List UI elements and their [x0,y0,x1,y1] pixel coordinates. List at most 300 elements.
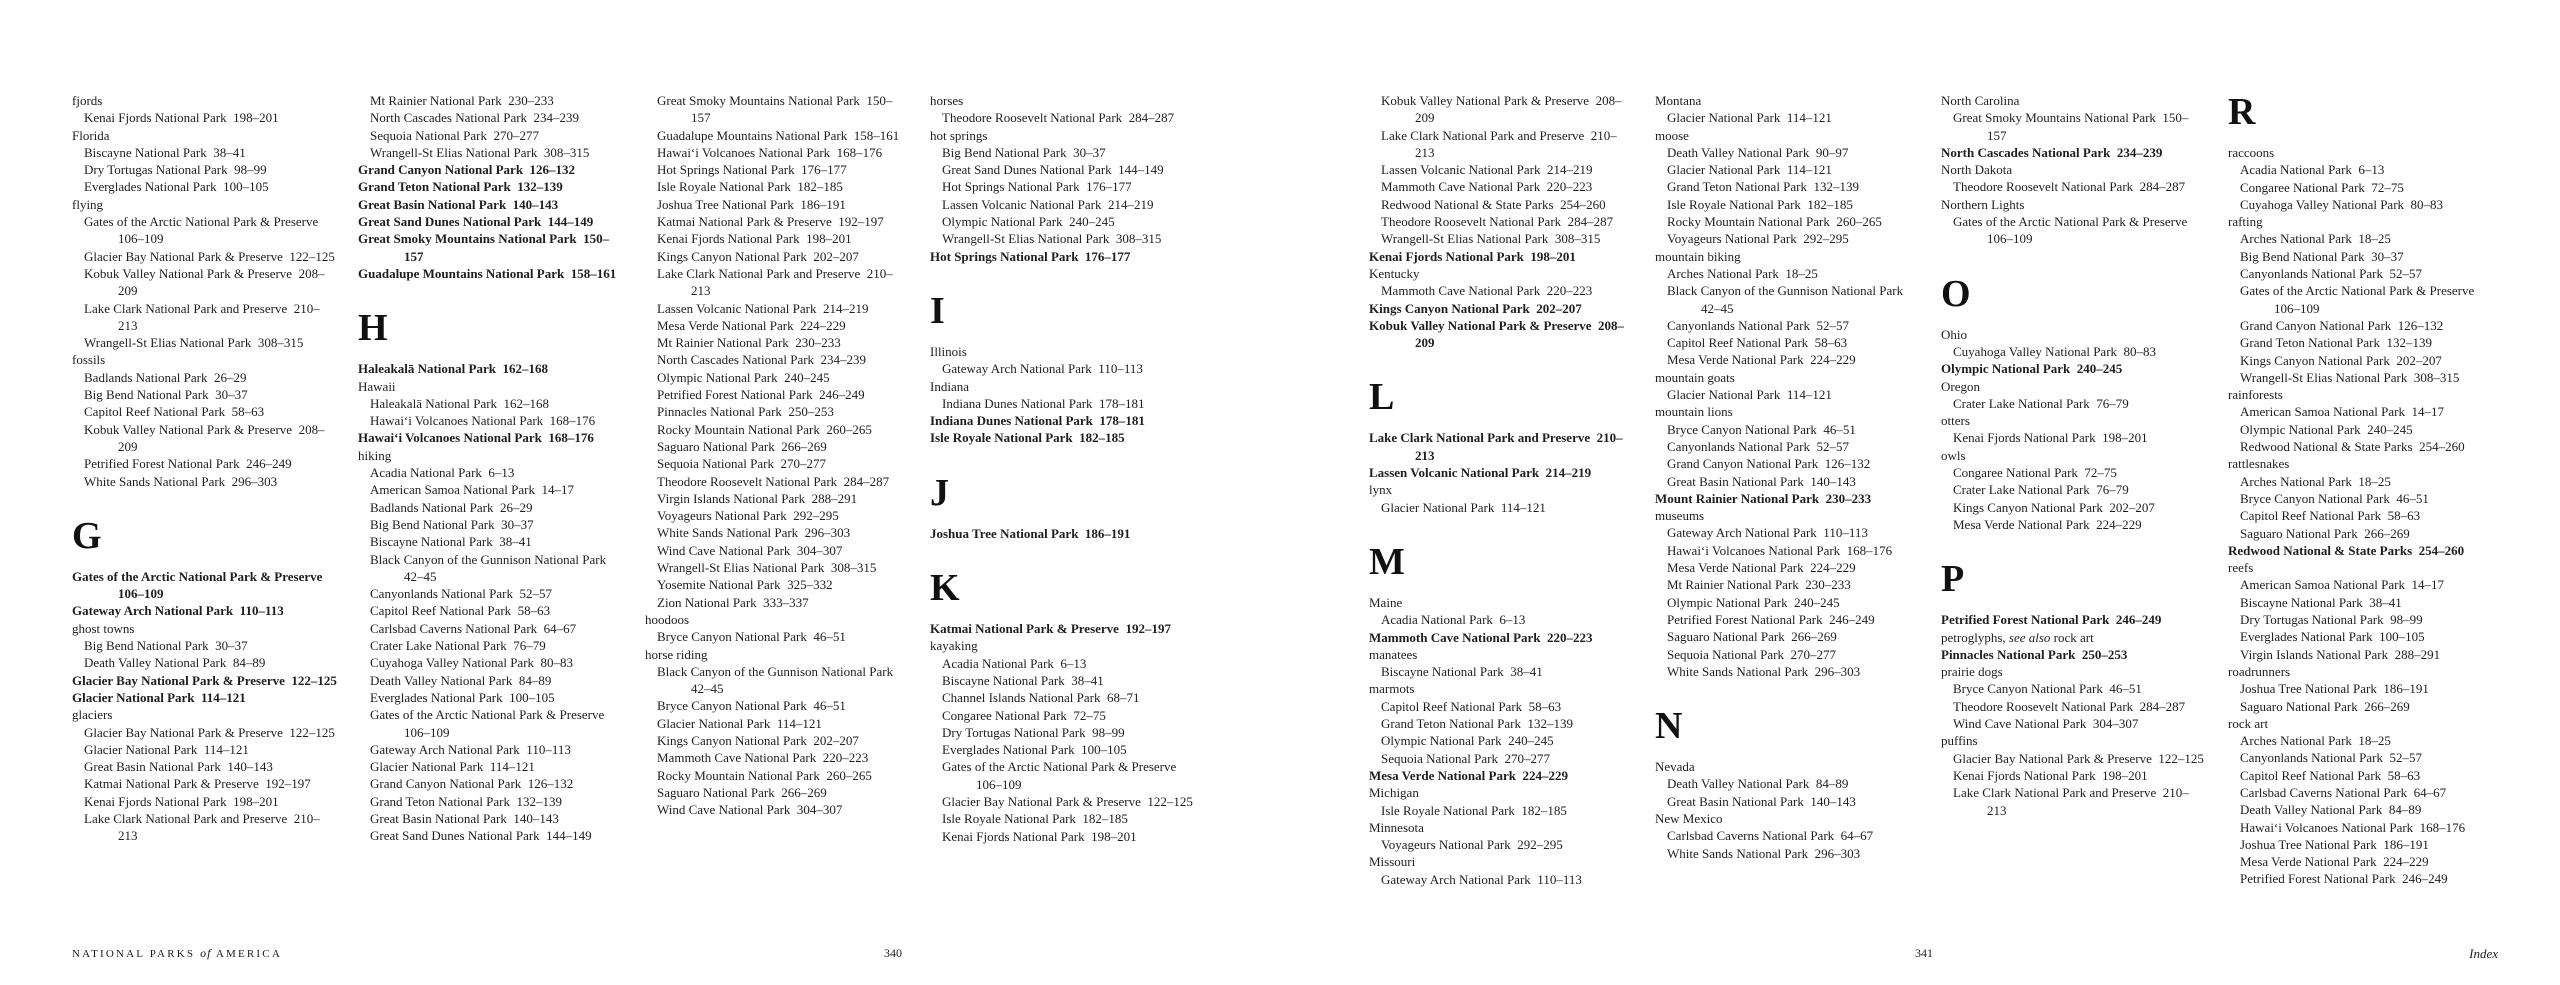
index-entry: Kenai Fjords National Park 198–201 [1953,767,2148,783]
index-entry: Indiana Dunes National Park 178–181 [930,413,1145,429]
section-letter: P [1941,558,1965,601]
index-entry: Gates of the Arctic National Park & Preserve 106–109 [370,707,608,740]
index-entry: Kenai Fjords National Park 198–201 [942,828,1137,844]
index-category: puffins [1941,733,1978,749]
index-category: mountain lions [1655,404,1733,420]
index-entry: Grand Teton National Park 132–139 [370,793,563,809]
index-category: horses [930,93,964,108]
index-category: manatees [1369,646,1418,662]
index-entry: Bryce Canyon National Park 46–51 [657,698,846,714]
index-entry: White Sands National Park 296–303 [84,473,278,489]
index-category: North Dakota [1941,162,2013,178]
index-entry: Gateway Arch National Park 110–113 [1381,871,1582,887]
index-entry: Kobuk Valley National Park & Preserve 208–209 [84,265,325,299]
index-entry: Kenai Fjords National Park 198–201 [1953,430,2148,446]
index-entry: Canyonlands National Park 52–57 [370,586,552,602]
index-entry: Glacier National Park 114–121 [84,741,249,757]
index-column-8 [2228,92,2500,888]
index-category: Oregon [1941,378,1980,394]
index-entry: Badlands National Park 26–29 [370,499,533,515]
index-entry: Glacier National Park 114–121 [1667,387,1832,403]
index-entry: Bryce Canyon National Park 46–51 [2240,490,2429,506]
index-entry: Bryce Canyon National Park 46–51 [1667,421,1856,437]
index-entry: Glacier Bay National Park & Preserve 122–125 [1953,750,2204,766]
index-entry: Saguaro National Park 266–269 [657,784,827,800]
index-entry: Canyonlands National Park 52–57 [2240,750,2422,766]
index-entry: Wrangell-St Elias National Park 308–315 [84,335,304,351]
index-category: Hawaii [358,378,396,394]
index-entry: Petrified Forest National Park 246–249 [1941,612,2162,628]
index-category: museums [1655,508,1705,524]
index-entry: Wrangell-St Elias National Park 308–315 [370,144,590,160]
index-entry: Congaree National Park 72–75 [942,707,1106,723]
index-entry: Wrangell-St Elias National Park 308–315 [942,231,1162,247]
index-entry: Isle Royale National Park 182–185 [930,430,1125,446]
index-entry: Black Canyon of the Gunnison National Park 42–45 [1667,283,1907,316]
index-entry: Congaree National Park 72–75 [2240,179,2404,195]
index-entry: Guadalupe Mountains National Park 158–161 [358,265,617,281]
index-entry: Gates of the Arctic National Park & Preserve 106–109 [84,214,322,247]
index-entry: Kings Canyon National Park 202–207 [1953,499,2155,515]
book-title-pre: NATIONAL PARKS [72,948,196,960]
index-category: mountain goats [1655,369,1735,385]
index-category: glaciers [72,707,113,723]
index-entry: Capitol Reef National Park 58–63 [2240,508,2421,524]
index-entry: Lassen Volcanic National Park 214–219 [1381,162,1593,178]
index-entry: Capitol Reef National Park 58–63 [84,404,265,420]
page-number-right: 341 [1915,946,1933,960]
section-letter: G [72,514,102,557]
index-entry: Zion National Park 333–337 [657,594,809,610]
index-entry: Big Bend National Park 30–37 [2240,248,2404,264]
index-entry: Mt Rainier National Park 230–233 [370,93,554,108]
index-entry: Great Basin National Park 140–143 [1667,473,1856,489]
index-entry: Acadia National Park 6–13 [2240,162,2385,178]
index-category: hiking [358,447,392,463]
index-entry: Lake Clark National Park and Preserve 210–213 [1381,127,1617,160]
index-entry: Crater Lake National Park 76–79 [1953,482,2129,498]
section-letter: I [930,289,945,332]
index-category: fjords [72,93,103,108]
index-entry: Pinnacles National Park 250–253 [657,404,834,420]
index-entry: Glacier Bay National Park & Preserve 122–125 [84,248,335,264]
index-entry: Lassen Volcanic National Park 214–219 [657,300,869,316]
index-column-2 [358,92,624,845]
section-letter: M [1369,540,1405,583]
index-entry: Kobuk Valley National Park & Preserve 208–209 [84,421,325,454]
index-entry: Biscayne National Park 38–41 [370,534,532,550]
index-category: Indiana [930,378,969,394]
index-category: lynx [1369,482,1393,498]
index-entry: Saguaro National Park 266–269 [1667,629,1837,645]
section-letter: O [1941,272,1971,315]
index-category: Missouri [1369,854,1416,870]
section-letter: J [930,471,949,514]
index-entry: Isle Royale National Park 182–185 [1667,196,1853,212]
index-entry: Hawaiʻi Volcanoes National Park 168–176 [370,413,596,429]
index-entry: Everglades National Park 100–105 [370,689,555,705]
index-entry: Death Valley National Park 84–89 [370,672,552,688]
index-entry: Mesa Verde National Park 224–229 [1369,767,1568,783]
index-entry: North Cascades National Park 234–239 [1941,144,2163,160]
index-entry: Isle Royale National Park 182–185 [942,811,1128,827]
index-entry: Gates of the Arctic National Park & Preserve 106–109 [942,759,1180,792]
index-entry: Wrangell-St Elias National Park 308–315 [2240,369,2460,385]
index-entry: Voyageurs National Park 292–295 [1381,837,1563,853]
index-entry: Grand Teton National Park 132–139 [1381,716,1574,732]
index-entry: Everglades National Park 100–105 [84,179,269,195]
index-entry: North Cascades National Park 234–239 [657,352,867,368]
index-category: Kentucky [1369,265,1420,281]
index-entry: Capitol Reef National Park 58–63 [1381,698,1562,714]
index-entry: Mesa Verde National Park 224–229 [657,317,846,333]
index-entry: Theodore Roosevelt National Park 284–287 [657,473,890,489]
index-entry: Death Valley National Park 84–89 [84,655,266,671]
index-entry: Kenai Fjords National Park 198–201 [1369,248,1576,264]
index-entry: Great Sand Dunes National Park 144–149 [942,162,1164,178]
index-entry: Big Bend National Park 30–37 [84,387,248,403]
index-entry: Virgin Islands National Park 288–291 [657,490,858,506]
section-letter: H [358,307,388,350]
section-letter: L [1369,376,1395,419]
index-entry: Arches National Park 18–25 [1667,265,1818,281]
index-entry: Gateway Arch National Park 110–113 [370,741,571,757]
index-entry: Bryce Canyon National Park 46–51 [1953,681,2142,697]
index-entry: Theodore Roosevelt National Park 284–287 [1953,698,2186,714]
index-entry: Arches National Park 18–25 [2240,231,2391,247]
index-entry: Kenai Fjords National Park 198–201 [657,231,852,247]
index-entry: Yosemite National Park 325–332 [657,577,833,593]
index-entry: White Sands National Park 296–303 [1667,663,1861,679]
index-entry: Canyonlands National Park 52–57 [1667,438,1849,454]
index-entry: Wrangell-St Elias National Park 308–315 [657,560,877,576]
index-entry: Carlsbad Caverns National Park 64–67 [370,620,577,636]
index-category: rainforests [2228,387,2283,403]
index-section-label: Index [2469,946,2498,961]
index-category: reefs [2228,560,2254,576]
index-entry: Sequoia National Park 270–277 [1667,646,1836,662]
index-entry: Mesa Verde National Park 224–229 [1953,516,2142,532]
index-entry: Acadia National Park 6–13 [370,465,515,481]
index-category: raccoons [2228,145,2275,160]
index-entry: Sequoia National Park 270–277 [1381,750,1550,766]
index-category: rafting [2228,214,2263,230]
index-category: Montana [1655,93,1702,108]
index-entry: Kobuk Valley National Park & Preserve 208–209 [1369,317,1625,351]
index-entry: Saguaro National Park 266–269 [657,438,827,454]
index-entry: Gateway Arch National Park 110–113 [72,603,284,619]
index-entry: Mammoth Cave National Park 220–223 [1381,179,1593,195]
index-entry: Great Sand Dunes National Park 144–149 [370,828,592,844]
index-entry: Great Basin National Park 140–143 [358,196,559,212]
index-entry: Crater Lake National Park 76–79 [1953,395,2129,411]
index-entry: Joshua Tree National Park 186–191 [2240,681,2429,697]
index-entry: Sequoia National Park 270–277 [657,456,826,472]
index-entry: Virgin Islands National Park 288–291 [2240,646,2441,662]
index-entry: Mesa Verde National Park 224–229 [1667,560,1856,576]
index-entry: Glacier Bay National Park & Preserve 122–125 [72,672,337,688]
book-title-footer [72,946,282,961]
index-entry: Dry Tortugas National Park 98–99 [2240,612,2423,628]
index-entry: Gateway Arch National Park 110–113 [1667,525,1868,541]
index-entry: Gateway Arch National Park 110–113 [942,361,1143,377]
index-entry: Hawaiʻi Volcanoes National Park 168–176 [657,144,883,160]
index-entry: Great Basin National Park 140–143 [370,810,559,826]
index-entry: Everglades National Park 100–105 [2240,629,2425,645]
index-entry: Glacier National Park 114–121 [1667,110,1832,126]
index-entry: Voyageurs National Park 292–295 [657,508,839,524]
index-entry: Great Basin National Park 140–143 [1667,793,1856,809]
index-entry: Kings Canyon National Park 202–207 [1369,300,1582,316]
index-entry: North Cascades National Park 234–239 [370,110,580,126]
index-entry: White Sands National Park 296–303 [1667,845,1861,861]
index-column-4 [930,92,1196,845]
index-entry: Olympic National Park 240–245 [942,214,1115,230]
index-entry: Hawaiʻi Volcanoes National Park 168–176 [358,430,594,446]
index-entry: Petrified Forest National Park 246–249 [1667,611,1875,627]
index-entry: Theodore Roosevelt National Park 284–287 [1953,179,2186,195]
index-entry: Big Bend National Park 30–37 [84,638,248,654]
index-entry: Theodore Roosevelt National Park 284–287 [942,110,1175,126]
index-entry: Death Valley National Park 90–97 [1667,144,1849,160]
index-entry: Lake Clark National Park and Preserve 210–213 [84,300,320,333]
index-entry: Haleakalā National Park 162–168 [358,361,548,377]
index-entry: Dry Tortugas National Park 98–99 [84,162,267,178]
index-entry: Acadia National Park 6–13 [942,655,1087,671]
index-entry: Cuyahoga Valley National Park 80–83 [2240,196,2444,212]
index-entry: Gates of the Arctic National Park & Preserve 106–109 [72,568,326,602]
index-entry: Wind Cave National Park 304–307 [657,542,843,558]
index-entry: Mesa Verde National Park 224–229 [2240,854,2429,870]
index-category: North Carolina [1941,93,2020,108]
index-entry: Joshua Tree National Park 186–191 [2240,836,2429,852]
index-entry: Glacier National Park 114–121 [370,759,535,775]
index-entry: Glacier National Park 114–121 [1667,162,1832,178]
book-title-of: of [200,946,212,960]
index-entry: American Samoa National Park 14–17 [370,482,574,498]
index-entry: Hot Springs National Park 176–177 [942,179,1132,195]
index-entry: Katmai National Park & Preserve 192–197 [84,776,311,792]
index-entry: Grand Teton National Park 132–139 [1667,179,1860,195]
index-column-6 [1655,92,1921,862]
index-entry: Indiana Dunes National Park 178–181 [942,395,1145,411]
index-category: Michigan [1369,785,1419,801]
section-letter: K [930,567,960,610]
index-entry: Grand Canyon National Park 126–132 [1667,456,1871,472]
index-entry: Hot Springs National Park 176–177 [657,162,847,178]
index-entry: Carlsbad Caverns National Park 64–67 [2240,784,2447,800]
index-entry: Crater Lake National Park 76–79 [370,638,546,654]
index-entry: Saguaro National Park 266–269 [2240,525,2410,541]
index-entry: Rocky Mountain National Park 260–265 [657,767,872,783]
index-entry: Great Smoky Mountains National Park 150–157 [358,231,610,264]
index-column-1 [72,92,338,845]
index-category: rattlesnakes [2228,456,2290,472]
index-entry: Kenai Fjords National Park 198–201 [84,793,279,809]
index-category: mountain biking [1655,248,1741,264]
index-entry: Wrangell-St Elias National Park 308–315 [1381,231,1601,247]
page-number-left: 340 [884,946,902,960]
index-entry: Petrified Forest National Park 246–249 [2240,871,2448,887]
index-entry: Pinnacles National Park 250–253 [1941,646,2128,662]
index-entry: Carlsbad Caverns National Park 64–67 [1667,828,1874,844]
index-entry: Wind Cave National Park 304–307 [657,802,843,818]
index-entry: Guadalupe Mountains National Park 158–161 [657,127,900,143]
index-entry: Great Smoky Mountains National Park 150–157 [657,93,893,126]
index-entry: Great Smoky Mountains National Park 150–157 [1953,110,2189,143]
index-entry: Grand Teton National Park 132–139 [358,179,563,195]
index-entry: Rocky Mountain National Park 260–265 [1667,214,1882,230]
index-category: Nevada [1655,759,1695,775]
index-entry: Joshua Tree National Park 186–191 [930,525,1131,541]
index-entry: Death Valley National Park 84–89 [1667,776,1849,792]
index-entry: Glacier Bay National Park & Preserve 122–125 [942,794,1193,810]
index-entry: Arches National Park 18–25 [2240,473,2391,489]
index-entry: Theodore Roosevelt National Park 284–287 [1381,214,1614,230]
index-entry: Isle Royale National Park 182–185 [1381,802,1567,818]
index-column-5 [1369,92,1635,888]
index-entry: Black Canyon of the Gunnison National Park 42–45 [657,663,897,697]
index-entry: Glacier National Park 114–121 [72,689,246,705]
index-category: Florida [72,127,110,143]
index-entry: Grand Teton National Park 132–139 [2240,335,2433,351]
index-entry: Lassen Volcanic National Park 214–219 [1369,465,1592,481]
index-entry: Voyageurs National Park 292–295 [1667,231,1849,247]
index-category: Ohio [1941,326,1967,342]
index-entry: Canyonlands National Park 52–57 [2240,266,2422,282]
index-entry: Cuyahoga Valley National Park 80–83 [1953,343,2157,359]
index-category: marmots [1369,681,1415,697]
index-category: Northern Lights [1941,196,2025,212]
index-category: Illinois [930,343,967,359]
index-entry: Olympic National Park 240–245 [657,369,830,385]
index-category: otters [1941,413,1970,429]
index-entry: Glacier National Park 114–121 [1381,499,1546,515]
index-category: kayaking [930,638,978,654]
index-entry: Kenai Fjords National Park 198–201 [84,110,279,126]
index-entry: American Samoa National Park 14–17 [2240,404,2444,420]
index-entry: Badlands National Park 26–29 [84,369,247,385]
index-entry: Olympic National Park 240–245 [1667,594,1840,610]
index-entry: Petrified Forest National Park 246–249 [657,387,865,403]
index-entry: Mount Rainier National Park 230–233 [1655,490,1872,506]
index-entry: Acadia National Park 6–13 [1381,612,1526,628]
index-entry: Wind Cave National Park 304–307 [1953,716,2139,732]
index-entry: Redwood National & State Parks 254–260 [1381,196,1606,212]
index-category: ghost towns [72,620,135,636]
index-category: roadrunners [2228,663,2291,679]
index-entry: Kings Canyon National Park 202–207 [657,732,859,748]
index-entry: Olympic National Park 240–245 [1941,361,2123,377]
index-entry: Bryce Canyon National Park 46–51 [657,629,846,645]
index-entry: Great Basin National Park 140–143 [84,759,273,775]
index-entry: Mt Rainier National Park 230–233 [1667,577,1851,593]
index-entry: White Sands National Park 296–303 [657,525,851,541]
index-category: Minnesota [1369,819,1424,835]
index-entry: Capitol Reef National Park 58–63 [2240,767,2421,783]
index-entry: Biscayne National Park 38–41 [2240,594,2402,610]
index-entry: Katmai National Park & Preserve 192–197 [657,214,884,230]
index-entry: Black Canyon of the Gunnison National Park 42–45 [370,551,610,584]
index-category: moose [1655,127,1689,143]
index-entry: Grand Canyon National Park 126–132 [358,162,576,178]
index-entry: Olympic National Park 240–245 [2240,421,2413,437]
index-category: hot springs [930,127,988,143]
index-entry: Death Valley National Park 84–89 [2240,802,2422,818]
index-entry: Lassen Volcanic National Park 214–219 [942,196,1154,212]
index-entry: Gates of the Arctic National Park & Preserve 106–109 [2240,283,2478,316]
index-entry: Channel Islands National Park 68–71 [942,690,1140,706]
index-entry: Great Sand Dunes National Park 144–149 [358,214,594,230]
index-category: New Mexico [1655,810,1723,826]
index-entry: Joshua Tree National Park 186–191 [657,196,846,212]
index-entry: Cuyahoga Valley National Park 80–83 [370,655,574,671]
index-category: fossils [72,352,106,368]
index-entry: Glacier Bay National Park & Preserve 122–125 [84,724,335,740]
page-right [1280,0,2560,985]
index-entry: Glacier National Park 114–121 [657,715,822,731]
index-entry: Everglades National Park 100–105 [942,742,1127,758]
index-entry: Biscayne National Park 38–41 [1381,664,1543,680]
index-entry: Grand Canyon National Park 126–132 [370,776,574,792]
index-entry: Arches National Park 18–25 [2240,733,2391,749]
index-entry: Redwood National & State Parks 254–260 [2240,439,2465,455]
index-category: horse riding [645,646,708,662]
index-entry: Haleakalā National Park 162–168 [370,395,550,411]
index-entry: Kobuk Valley National Park & Preserve 208–209 [1381,93,1622,126]
index-entry: Redwood National & State Parks 254–260 [2228,542,2465,558]
index-column-3 [645,92,911,818]
index-category: Maine [1369,594,1403,610]
index-entry: Sequoia National Park 270–277 [370,127,539,143]
index-entry: Capitol Reef National Park 58–63 [370,603,551,619]
index-category: owls [1941,447,1966,463]
index-entry: Mammoth Cave National Park 220–223 [657,750,869,766]
index-column-7 [1941,92,2207,819]
index-entry: Hot Springs National Park 176–177 [930,248,1131,264]
section-letter: R [2228,91,2256,133]
index-entry: Rocky Mountain National Park 260–265 [657,421,872,437]
index-entry: Kings Canyon National Park 202–207 [657,248,859,264]
index-entry: Kings Canyon National Park 202–207 [2240,352,2442,368]
index-entry: Congaree National Park 72–75 [1953,465,2117,481]
index-entry: Grand Canyon National Park 126–132 [2240,317,2444,333]
index-entry: Mesa Verde National Park 224–229 [1667,352,1856,368]
index-category: hoodoos [645,611,690,627]
index-entry: Big Bend National Park 30–37 [370,516,534,532]
index-entry: Biscayne National Park 38–41 [84,144,246,160]
section-letter: N [1655,705,1683,748]
index-entry: Capitol Reef National Park 58–63 [1667,335,1848,351]
index-entry: Biscayne National Park 38–41 [942,672,1104,688]
index-category: prairie dogs [1941,664,2003,680]
index-entry: Mammoth Cave National Park 220–223 [1369,629,1593,645]
index-entry: American Samoa National Park 14–17 [2240,577,2444,593]
index-entry: Lake Clark National Park and Preserve 210–213 [1953,785,2189,818]
index-entry: Olympic National Park 240–245 [1381,733,1554,749]
index-entry: Saguaro National Park 266–269 [2240,698,2410,714]
index-entry: Mammoth Cave National Park 220–223 [1381,283,1593,299]
index-entry: Lake Clark National Park and Preserve 210–213 [84,810,320,844]
book-title-post: AMERICA [215,948,282,960]
index-entry: Petrified Forest National Park 246–249 [84,456,292,472]
index-entry: Katmai National Park & Preserve 192–197 [930,621,1171,637]
index-entry: Gates of the Arctic National Park & Preserve 106–109 [1953,214,2191,247]
index-entry: Lake Clark National Park and Preserve 210–213 [657,265,893,299]
index-entry: Big Bend National Park 30–37 [942,144,1106,160]
index-category: flying [72,196,104,212]
index-entry: Hawaiʻi Volcanoes National Park 168–176 [2240,819,2466,835]
